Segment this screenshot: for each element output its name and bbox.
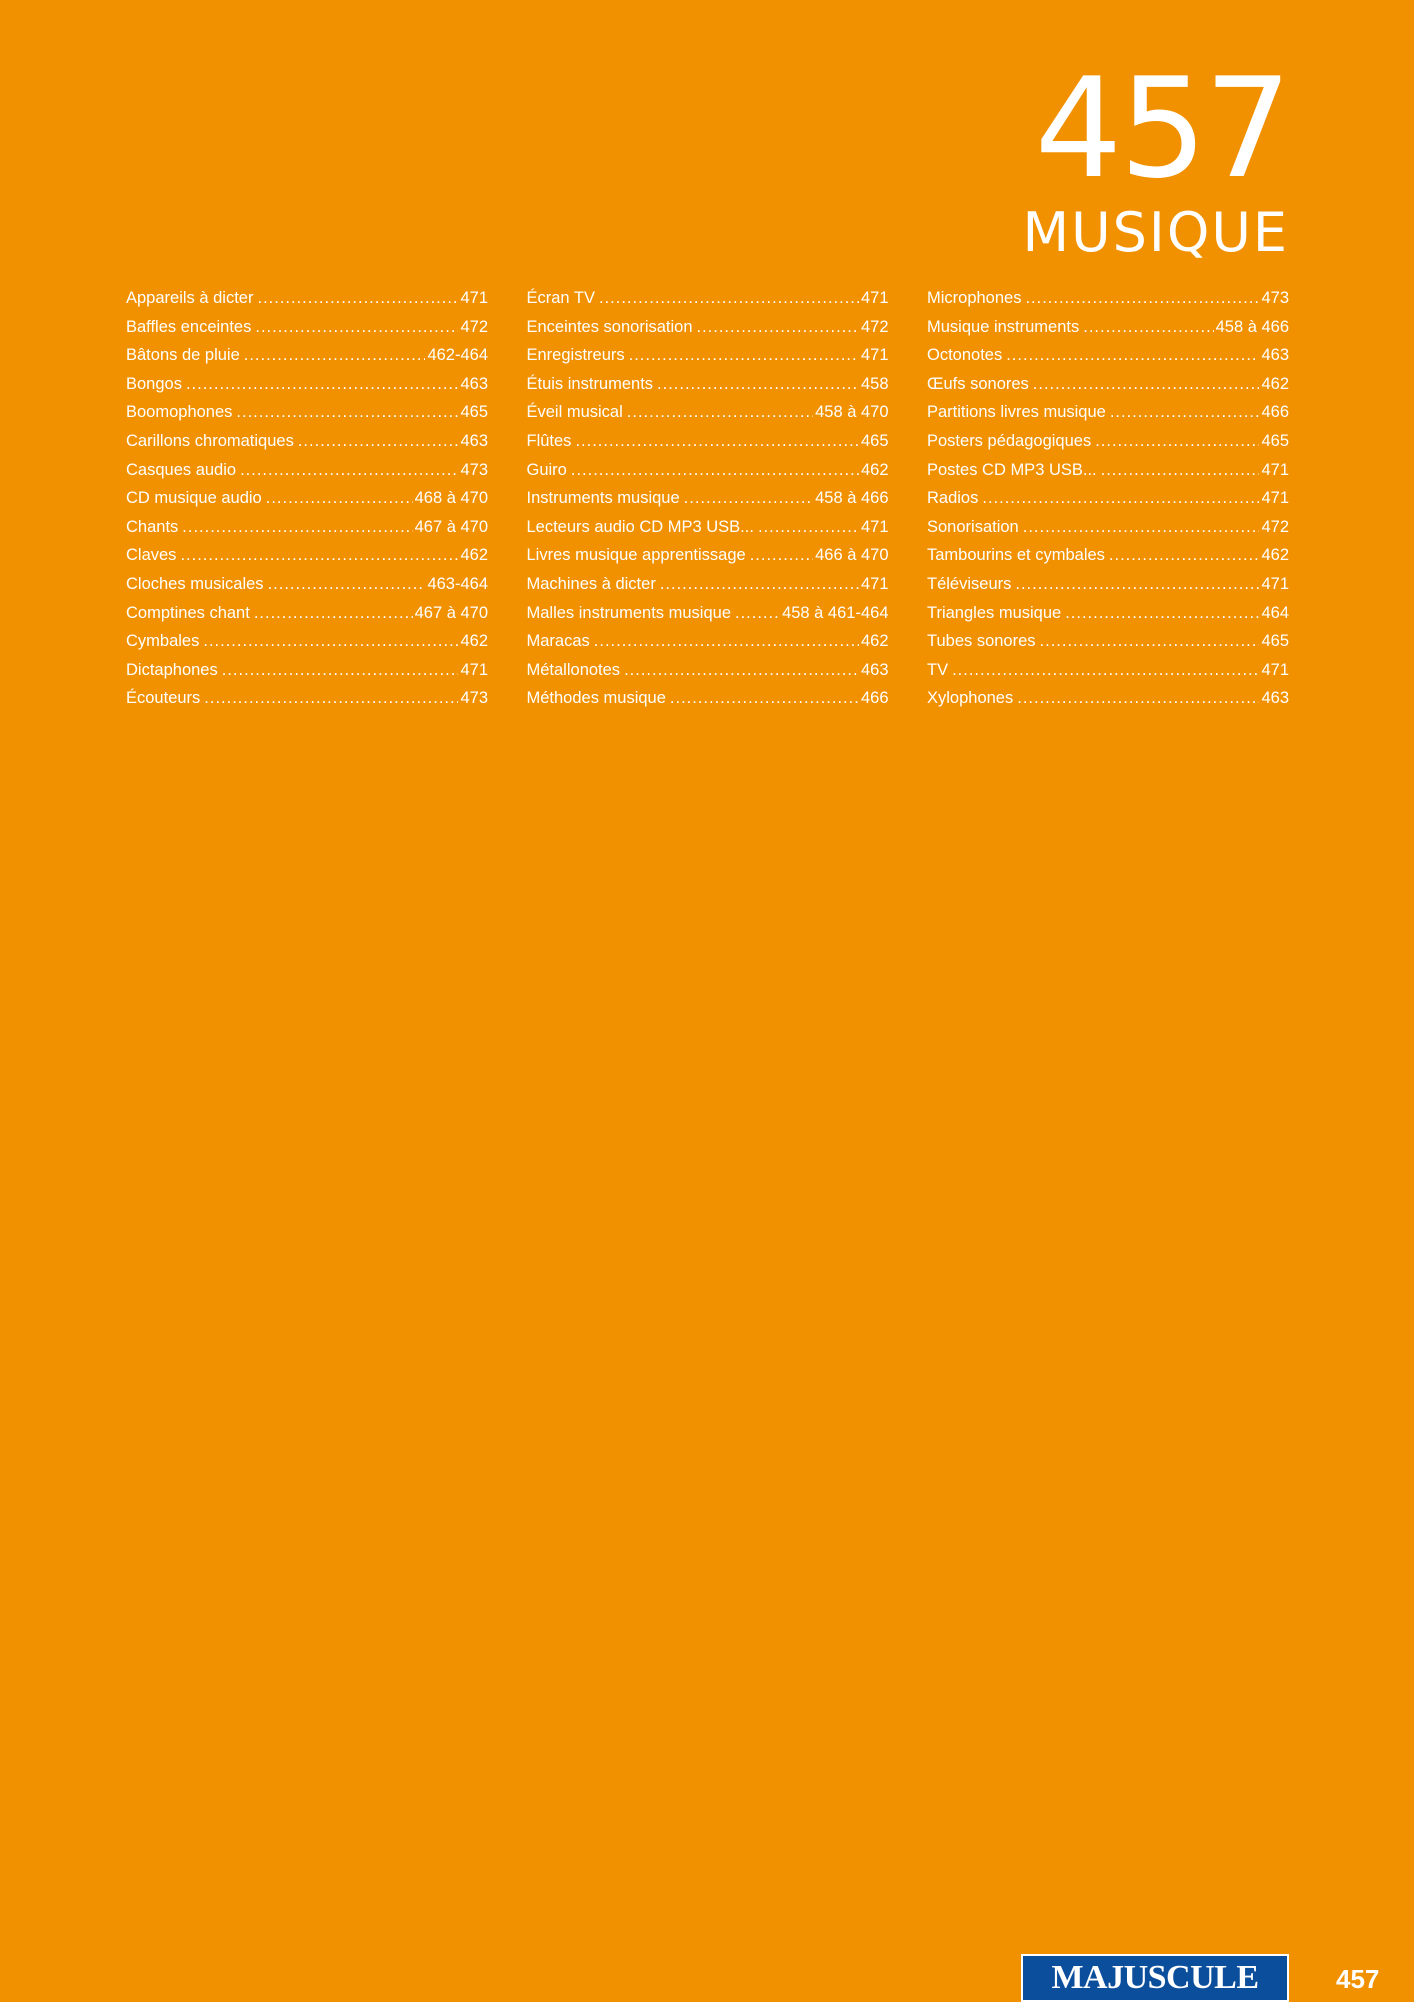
index-entry (126, 370, 488, 399)
index-entry-page: 462 (460, 546, 488, 565)
dot-leader (204, 684, 458, 713)
dot-leader (1083, 313, 1213, 342)
dot-leader (758, 513, 859, 542)
index-entry-label: Musique instruments (927, 317, 1080, 336)
index-entry-page: 471 (1261, 489, 1289, 508)
index-entry-label: Sonorisation (927, 517, 1019, 536)
dot-leader (629, 341, 859, 370)
index-entry-label: Machines à dicter (526, 574, 656, 593)
dot-leader (244, 341, 426, 370)
index-entry-page: 471 (1261, 660, 1289, 679)
index-entry (126, 570, 488, 599)
index-entry-label: Partitions livres musique (927, 403, 1106, 422)
index-entry-page: 464 (1261, 603, 1289, 622)
index-entry-page: 467 à 470 (414, 517, 488, 536)
index-entry-page: 458 (860, 374, 889, 393)
index-entry-page: 462-464 (427, 346, 488, 365)
dot-leader (1040, 627, 1260, 656)
index-entry-label: Comptines chant (126, 603, 250, 622)
index-entry (126, 456, 488, 485)
index-entry (527, 484, 889, 513)
index-entry (126, 427, 488, 456)
index-entry (126, 284, 488, 313)
dot-leader (571, 456, 859, 485)
index-entry-page: 465 (1261, 431, 1289, 450)
index-entry-page: 462 (1261, 374, 1289, 393)
dot-leader (684, 484, 813, 513)
index-entry (927, 398, 1289, 427)
dot-leader (1110, 398, 1260, 427)
index-entry-page: 472 (1261, 517, 1289, 536)
index-entry-page: 471 (460, 289, 488, 307)
dot-leader (1065, 599, 1259, 628)
dot-leader (254, 599, 413, 628)
index-entry (927, 570, 1289, 599)
dot-leader (670, 684, 859, 713)
dot-leader (1017, 684, 1259, 713)
index-entry (927, 684, 1289, 713)
index-entry-label: Xylophones (927, 689, 1014, 708)
index-column-1 (126, 284, 488, 713)
brand-name: MAJUSCULE (1051, 1959, 1259, 1996)
index-entry-page: 458 à 466 (815, 489, 889, 508)
index-entry-label: Flûtes (526, 431, 572, 450)
index-entry (126, 341, 488, 370)
index-entry-label: Éveil musical (526, 403, 623, 422)
index-entry-page: 466 à 470 (815, 546, 889, 565)
index-entry (527, 656, 889, 685)
index-entry (126, 398, 488, 427)
index-entry-label: Radios (927, 489, 979, 508)
index-column-3 (927, 284, 1289, 713)
index-columns (126, 284, 1289, 713)
index-entry (126, 484, 488, 513)
index-entry-label: Écran TV (526, 289, 595, 307)
index-entry (126, 313, 488, 342)
index-entry (527, 370, 889, 399)
index-entry-label: CD musique audio (126, 489, 262, 508)
footer-page-number: 457 (1336, 1964, 1380, 1994)
index-entry-page: 463 (860, 660, 889, 679)
index-entry-label: Octonotes (927, 346, 1003, 365)
index-entry-label: Lecteurs audio CD MP3 USB... (526, 517, 754, 536)
index-entry (527, 684, 889, 713)
dot-leader (236, 398, 458, 427)
index-entry-label: Claves (126, 546, 177, 565)
dot-leader (186, 370, 459, 399)
index-entry (927, 656, 1289, 685)
index-entry-label: Bongos (126, 374, 182, 393)
index-entry-page: 466 (860, 689, 889, 708)
index-entry (126, 513, 488, 542)
index-entry-label: Enceintes sonorisation (526, 317, 693, 336)
index-entry (126, 541, 488, 570)
index-entry (927, 370, 1289, 399)
dot-leader (1015, 570, 1259, 599)
dot-leader (599, 284, 859, 313)
majuscule-logo (1021, 1954, 1289, 2002)
index-entry-label: Posters pédagogiques (927, 431, 1092, 450)
dot-leader (982, 484, 1259, 513)
section-number: 457 (1034, 48, 1289, 209)
index-entry-page: 463-464 (427, 574, 488, 593)
index-entry (527, 398, 889, 427)
index-entry (927, 313, 1289, 342)
index-entry (527, 284, 889, 313)
index-entry-page: 467 à 470 (414, 603, 488, 622)
dot-leader (266, 484, 413, 513)
index-entry-page: 472 (460, 317, 488, 336)
index-entry-page: 473 (1261, 289, 1289, 307)
index-entry (927, 427, 1289, 456)
index-entry (126, 656, 488, 685)
index-entry-page: 458 à 470 (815, 403, 889, 422)
index-entry-label: Baffles enceintes (126, 317, 252, 336)
index-entry-page: 462 (860, 460, 889, 479)
index-entry (527, 570, 889, 599)
index-entry (527, 541, 889, 570)
index-entry-label: Cymbales (126, 632, 200, 651)
index-entry-page: 473 (460, 689, 488, 708)
index-entry-label: Microphones (927, 289, 1022, 307)
index-entry (527, 313, 889, 342)
dot-leader (255, 313, 458, 342)
dot-leader (180, 541, 458, 570)
index-entry-label: Malles instruments musique (526, 603, 731, 622)
index-entry (927, 541, 1289, 570)
dot-leader (268, 570, 426, 599)
index-entry-label: Tubes sonores (927, 632, 1036, 651)
dot-leader (627, 398, 813, 427)
dot-leader (1023, 513, 1260, 542)
index-entry (927, 513, 1289, 542)
index-entry-page: 471 (860, 289, 889, 307)
dot-leader (735, 599, 780, 628)
index-entry-page: 471 (460, 660, 488, 679)
index-entry-label: Boomophones (126, 403, 233, 422)
index-entry-page: 462 (860, 632, 889, 651)
index-entry-label: Instruments musique (526, 489, 680, 508)
index-entry (527, 456, 889, 485)
dot-leader (1006, 341, 1259, 370)
dot-leader (1109, 541, 1260, 570)
dot-leader (203, 627, 458, 656)
index-entry-label: Postes CD MP3 USB... (927, 460, 1097, 479)
dot-leader (298, 427, 459, 456)
index-entry-label: Enregistreurs (526, 346, 625, 365)
index-entry-label: Carillons chromatiques (126, 431, 294, 450)
dot-leader (952, 656, 1259, 685)
index-entry-page: 462 (1261, 546, 1289, 565)
index-entry-label: Appareils à dicter (126, 289, 254, 307)
dot-leader (182, 513, 412, 542)
index-entry (527, 513, 889, 542)
index-entry-label: Tambourins et cymbales (927, 546, 1105, 565)
index-entry (126, 599, 488, 628)
dot-leader (240, 456, 458, 485)
dot-leader (624, 656, 859, 685)
index-entry-page: 462 (460, 632, 488, 651)
index-entry-page: 463 (1261, 346, 1289, 365)
index-entry (527, 427, 889, 456)
index-entry-page: 466 (1261, 403, 1289, 422)
index-entry-label: Bâtons de pluie (126, 346, 240, 365)
index-entry-page: 471 (1261, 574, 1289, 593)
index-entry-page: 458 à 466 (1215, 317, 1289, 336)
dot-leader (1095, 427, 1259, 456)
dot-leader (1033, 370, 1260, 399)
index-entry-label: Guiro (526, 460, 567, 479)
index-entry-label: Chants (126, 517, 179, 536)
index-entry-label: Cloches musicales (126, 574, 264, 593)
index-entry-label: Livres musique apprentissage (526, 546, 746, 565)
index-entry (126, 627, 488, 656)
index-entry-page: 465 (860, 431, 889, 450)
index-entry-label: TV (927, 660, 949, 679)
index-entry (927, 627, 1289, 656)
index-entry-label: Métallonotes (526, 660, 621, 679)
dot-leader (657, 370, 859, 399)
index-entry (927, 284, 1289, 313)
index-entry-label: Méthodes musique (526, 689, 666, 708)
index-entry-page: 463 (460, 431, 488, 450)
index-entry (927, 456, 1289, 485)
index-entry-page: 468 à 470 (414, 489, 488, 508)
index-entry (126, 684, 488, 713)
index-entry-label: Maracas (526, 632, 590, 651)
dot-leader (257, 284, 458, 313)
dot-leader (575, 427, 859, 456)
dot-leader (1101, 456, 1260, 485)
index-entry-page: 471 (1261, 460, 1289, 479)
dot-leader (660, 570, 859, 599)
index-entry-label: Dictaphones (126, 660, 218, 679)
dot-leader (697, 313, 859, 342)
index-entry (527, 341, 889, 370)
dot-leader (222, 656, 459, 685)
index-entry-page: 471 (860, 346, 889, 365)
index-entry-label: Écouteurs (126, 689, 201, 708)
section-title: MUSIQUE (1022, 201, 1289, 264)
index-entry-page: 472 (860, 317, 889, 336)
page-header (1022, 48, 1289, 264)
index-entry-page: 463 (460, 374, 488, 393)
index-column-2 (527, 284, 889, 713)
index-entry (927, 599, 1289, 628)
index-entry-page: 465 (460, 403, 488, 422)
dot-leader (750, 541, 813, 570)
index-entry-page: 465 (1261, 632, 1289, 651)
index-entry (527, 599, 889, 628)
index-entry-label: Œufs sonores (927, 374, 1029, 393)
index-entry-page: 463 (1261, 689, 1289, 708)
index-entry-label: Étuis instruments (526, 374, 654, 393)
index-entry-page: 473 (460, 460, 488, 479)
index-entry-page: 471 (860, 574, 889, 593)
index-entry (527, 627, 889, 656)
index-entry-label: Téléviseurs (927, 574, 1012, 593)
dot-leader (594, 627, 859, 656)
index-entry-page: 471 (860, 517, 889, 536)
dot-leader (1025, 284, 1259, 313)
index-entry-label: Triangles musique (927, 603, 1062, 622)
index-entry-label: Casques audio (126, 460, 237, 479)
index-entry-page: 458 à 461-464 (782, 603, 889, 622)
index-entry (927, 341, 1289, 370)
index-entry (927, 484, 1289, 513)
